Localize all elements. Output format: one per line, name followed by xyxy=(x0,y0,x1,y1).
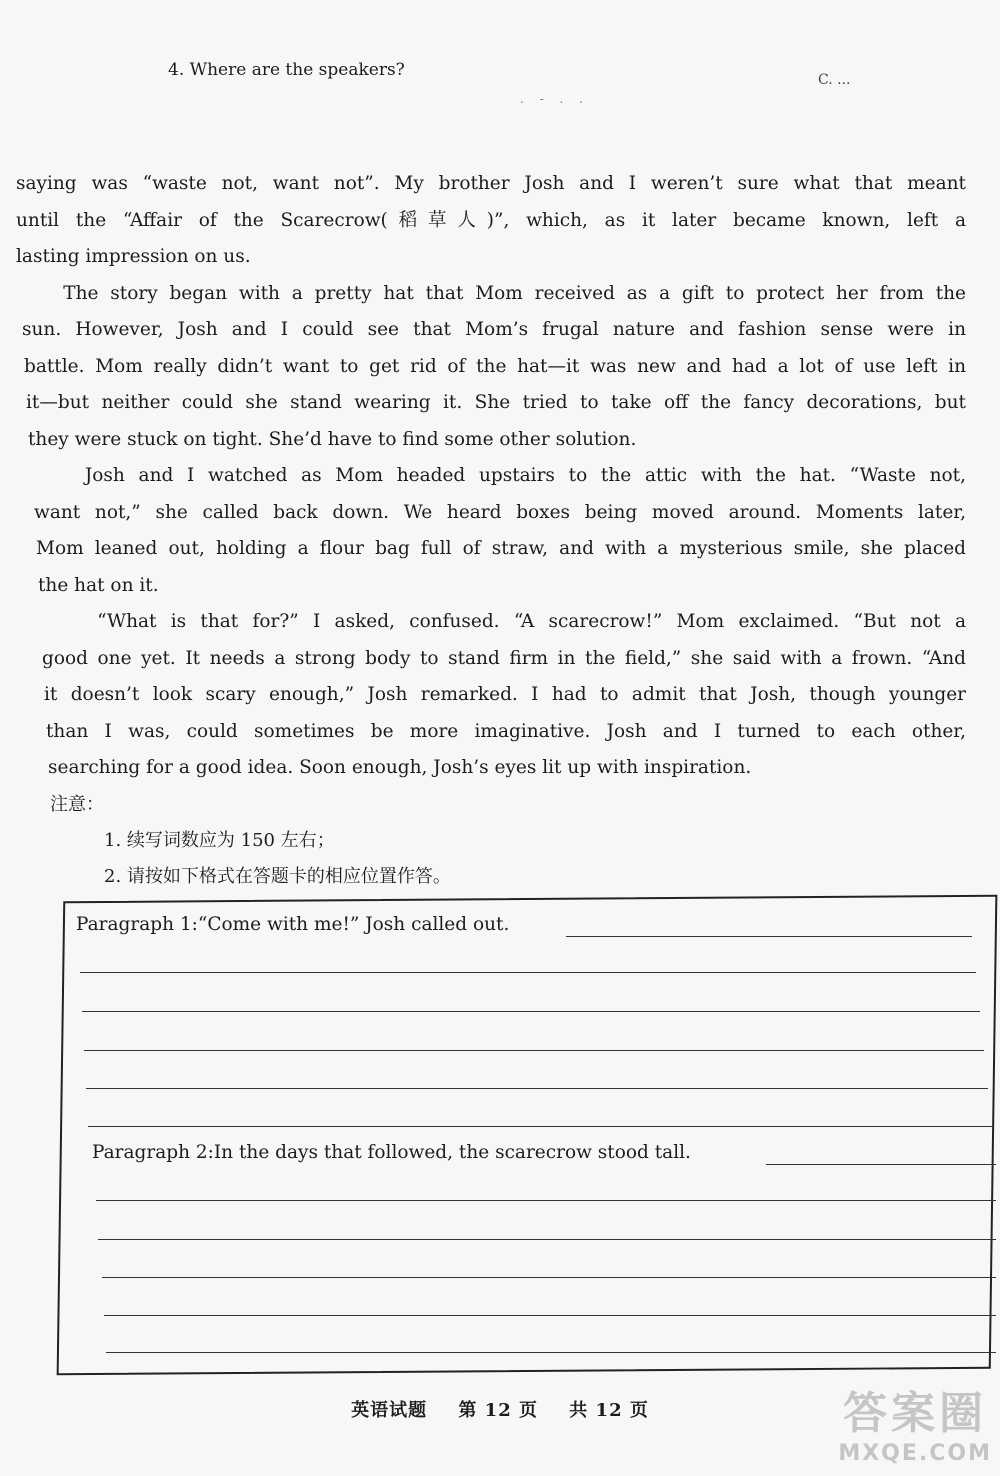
passage-line: until the “Affair of the Scarecrow(稻草人)”, which, as it later became known, left a xyxy=(16,209,966,231)
passage-line: lasting impression on us. xyxy=(16,246,251,267)
writing-line[interactable] xyxy=(96,1200,996,1201)
writing-line[interactable] xyxy=(106,1352,996,1353)
passage-line: want not,” she called back down. We heard boxes being moved around. Moments later, xyxy=(34,501,966,523)
passage-line: the hat on it. xyxy=(38,574,159,596)
writing-line[interactable] xyxy=(84,1050,984,1051)
writing-line[interactable] xyxy=(88,1126,992,1127)
story-passage xyxy=(16,166,966,787)
question-4: 4. Where are the speakers? xyxy=(168,60,405,80)
writing-line[interactable] xyxy=(102,1277,996,1278)
passage-line: good one yet. It needs a strong body to stand firm in the field,” she said with a frown. “And xyxy=(42,647,966,669)
note-format: 2. 请按如下格式在答题卡的相应位置作答。 xyxy=(104,866,451,887)
writing-line[interactable] xyxy=(566,936,972,937)
passage-line: they were stuck on tight. She’d have to find some other solution. xyxy=(28,428,637,450)
writing-line[interactable] xyxy=(104,1315,996,1316)
scan-smudge: . - . . xyxy=(520,92,589,106)
watermark-url: MXQE.COM xyxy=(838,1441,992,1466)
note-word-count: 1. 续写词数应为 150 左右； xyxy=(104,830,335,851)
footer-subject: 英语试题 xyxy=(351,1400,428,1421)
writing-line[interactable] xyxy=(766,1164,996,1165)
notes-title: 注意： xyxy=(50,794,104,815)
question-fragment: C. ... xyxy=(818,72,851,88)
passage-line: The story began with a pretty hat that Mom received as a gift to protect her from the xyxy=(16,282,966,304)
passage-line: saying was “waste not, want not”. My brother Josh and I weren’t sure what that meant xyxy=(16,173,966,194)
passage-line: it—but neither could she stand wearing it. She tried to take off the fancy decorations, but xyxy=(26,392,966,413)
paragraph-2-prompt: Paragraph 2:In the days that followed, the scarecrow stood tall. xyxy=(92,1142,691,1163)
writing-line[interactable] xyxy=(86,1088,988,1089)
watermark-logo xyxy=(838,1377,992,1466)
passage-line: “What is that for?” I asked, confused. “A scarecrow!” Mom exclaimed. “But not a xyxy=(40,611,966,632)
paragraph-1-prompt: Paragraph 1:“Come with me!” Josh called out. xyxy=(76,914,510,935)
footer-total-pages: 共 12 页 xyxy=(569,1400,649,1421)
passage-line: Mom leaned out, holding a flour bag full of straw, and with a mysterious smile, she placed xyxy=(36,538,966,559)
passage-line: searching for a good idea. Soon enough, Josh’s eyes lit up with inspiration. xyxy=(48,757,752,778)
passage-line: than I was, could sometimes be more imaginative. Josh and I turned to each other, xyxy=(46,720,966,742)
watermark-text: 答案圈 xyxy=(843,1388,988,1439)
footer-page-number: 第 12 页 xyxy=(458,1400,538,1421)
passage-line: Josh and I watched as Mom headed upstairs to the attic with the hat. “Waste not, xyxy=(30,465,966,486)
passage-line: it doesn’t look scary enough,” Josh remarked. I had to admit that Josh, though younger xyxy=(44,684,966,705)
writing-line[interactable] xyxy=(98,1239,996,1240)
passage-line: sun. However, Josh and I could see that Mom’s frugal nature and fashion sense were in xyxy=(22,319,966,340)
answer-box xyxy=(57,895,998,1376)
passage-line: battle. Mom really didn’t want to get rid of the hat—it was new and had a lot of use left in xyxy=(24,355,966,377)
writing-line[interactable] xyxy=(82,1011,980,1012)
writing-line[interactable] xyxy=(80,972,976,973)
